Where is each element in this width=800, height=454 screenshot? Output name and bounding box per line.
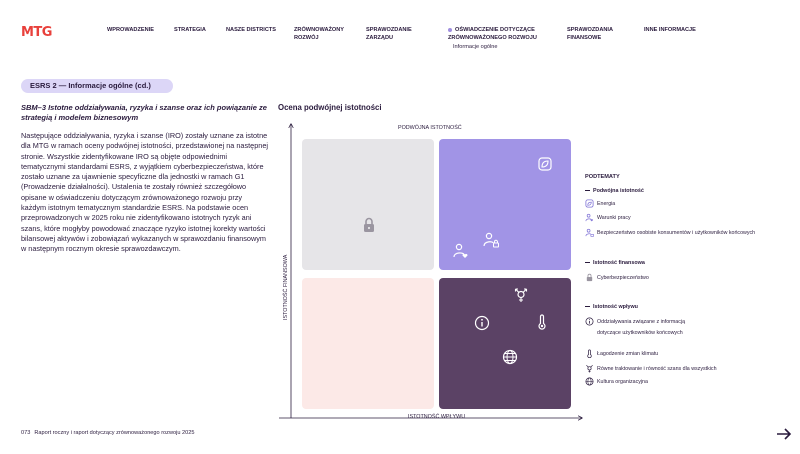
legend-item-klimat: Łagodzenie zmian klimatu: [585, 349, 658, 360]
nav-item-label: WPROWADZENIE: [107, 27, 154, 33]
legend-item-bezpieczenstwo: Bezpieczeństwo osobiste konsumentów i użytkowników końcowych: [585, 228, 755, 239]
person-lock-icon[interactable]: [482, 231, 500, 249]
info-icon[interactable]: [473, 314, 491, 332]
mtg-logo[interactable]: MTG: [21, 25, 52, 40]
y-axis-label: ISTOTNOŚĆ FINANSOWA: [283, 254, 289, 320]
legend-title: PODTEMATY: [585, 174, 620, 180]
section-heading: SBM–3 Istotne oddziaływania, ryzyka i szanse oraz ich powiązanie ze strategią i modelem biznesowym: [21, 103, 267, 122]
nav-item-sublabel: Informacje ogólne: [453, 44, 498, 50]
globe-icon: [585, 377, 594, 386]
legend-item-cyber: Cyberbezpieczeństwo: [585, 273, 649, 284]
info-icon: [585, 317, 594, 326]
next-page-arrow-icon[interactable]: [776, 427, 792, 441]
lock-icon: [585, 273, 594, 282]
page-number: 073: [21, 430, 31, 436]
nav-item-label: NASZE DISTRICTS: [226, 27, 277, 33]
person-lock-icon: [585, 228, 594, 237]
quadrant-low: [302, 278, 434, 409]
legend-item-energia: Energia: [585, 199, 615, 210]
nav-item-label: STRATEGIA: [174, 27, 206, 33]
quadrant-label-double: PODWÓJNA ISTOTNOŚĆ: [398, 125, 462, 131]
gender-icon[interactable]: [512, 286, 530, 304]
nav-item-label: SPRAWOZDANIA FINANSOWE: [567, 27, 613, 41]
legend-item-kultura: Kultura organizacyjna: [585, 377, 648, 388]
legend-item-rowne-traktowanie: Równe traktowanie i równość szans dla wszystkich: [585, 364, 717, 375]
legend-item-oddzialywania-line2: dotyczące użytkowników końcowych: [597, 330, 683, 336]
thermometer-icon[interactable]: [533, 313, 551, 331]
person-heart-icon[interactable]: [452, 242, 470, 260]
section-pill: ESRS 2 — Informacje ogólne (cd.): [21, 79, 173, 93]
legend-group-financial: Istotność finansowa: [585, 260, 645, 266]
quadrant-financial: [302, 139, 434, 270]
legend-group-impact: Istotność wpływu: [585, 304, 638, 310]
globe-icon[interactable]: [501, 348, 519, 366]
nav-item-label: INNE INFORMACJE: [644, 27, 696, 33]
legend-item-oddzialywania: Oddziaływania związane z informacją: [585, 317, 685, 328]
nav-item-label: OŚWIADCZENIE DOTYCZĄCE ZRÓWNOWAŻONEGO ROZWOJU: [448, 27, 537, 41]
person-heart-icon: [585, 213, 594, 222]
nav-item-label: ZRÓWNOWAŻONY ROZWÓJ: [294, 27, 344, 41]
lock-icon[interactable]: [360, 216, 378, 234]
gender-icon: [585, 364, 594, 373]
footer-report-title: Raport roczny i raport dotyczący zrównoważonego rozwoju 2025: [34, 430, 195, 436]
x-axis-label: ISTOTNOŚĆ WPŁYWU: [408, 414, 466, 420]
thermometer-icon: [585, 349, 594, 358]
leaf-icon[interactable]: [536, 155, 554, 173]
section-body-text: Następujące oddziaływania, ryzyka i szanse (IRO) zostały uznane za istotne dla MTG w ramach oceny podwójnej istotności, przedstawionej na następnej stronie. Wszystkie zidentyfikowane IRO są objęte odpowiednimi tematycznymi standardami ESRS, z wyjątkiem cyberbezpieczeństwa, które zostało uznane za ujawnienie specyficzne dla jednostki w ramach G1 (Prowadzenie działalności). Ustalenia te zostały również szczegółowo opisane w oświadczeniu dotyczącym zrównoważonego rozwoju przy każdym istotnym tematycznym standardzie ESRS. Na podstawie ocen przeprowadzonych w 2025 roku nie zidentyfikowano istotnych ryzyk ani szans, które mogłyby powodować znaczące ryzyko istotnej korekty wartości bilansowej aktywów i zobowiązań wykazanych w sprawozdaniu finansowym w następnym rocznym okresie sprawozdawczym.: [21, 131, 269, 254]
page-footer: [21, 430, 194, 436]
chart-title: Ocena podwójnej istotności: [278, 103, 382, 112]
legend-group-double: Podwójna istotność: [585, 188, 644, 194]
quadrant-impact: [439, 278, 571, 409]
leaf-icon: [585, 199, 594, 208]
nav-item-label: SPRAWOZDANIE ZARZĄDU: [366, 27, 412, 41]
legend-item-warunki-pracy: Warunki pracy: [585, 213, 631, 224]
